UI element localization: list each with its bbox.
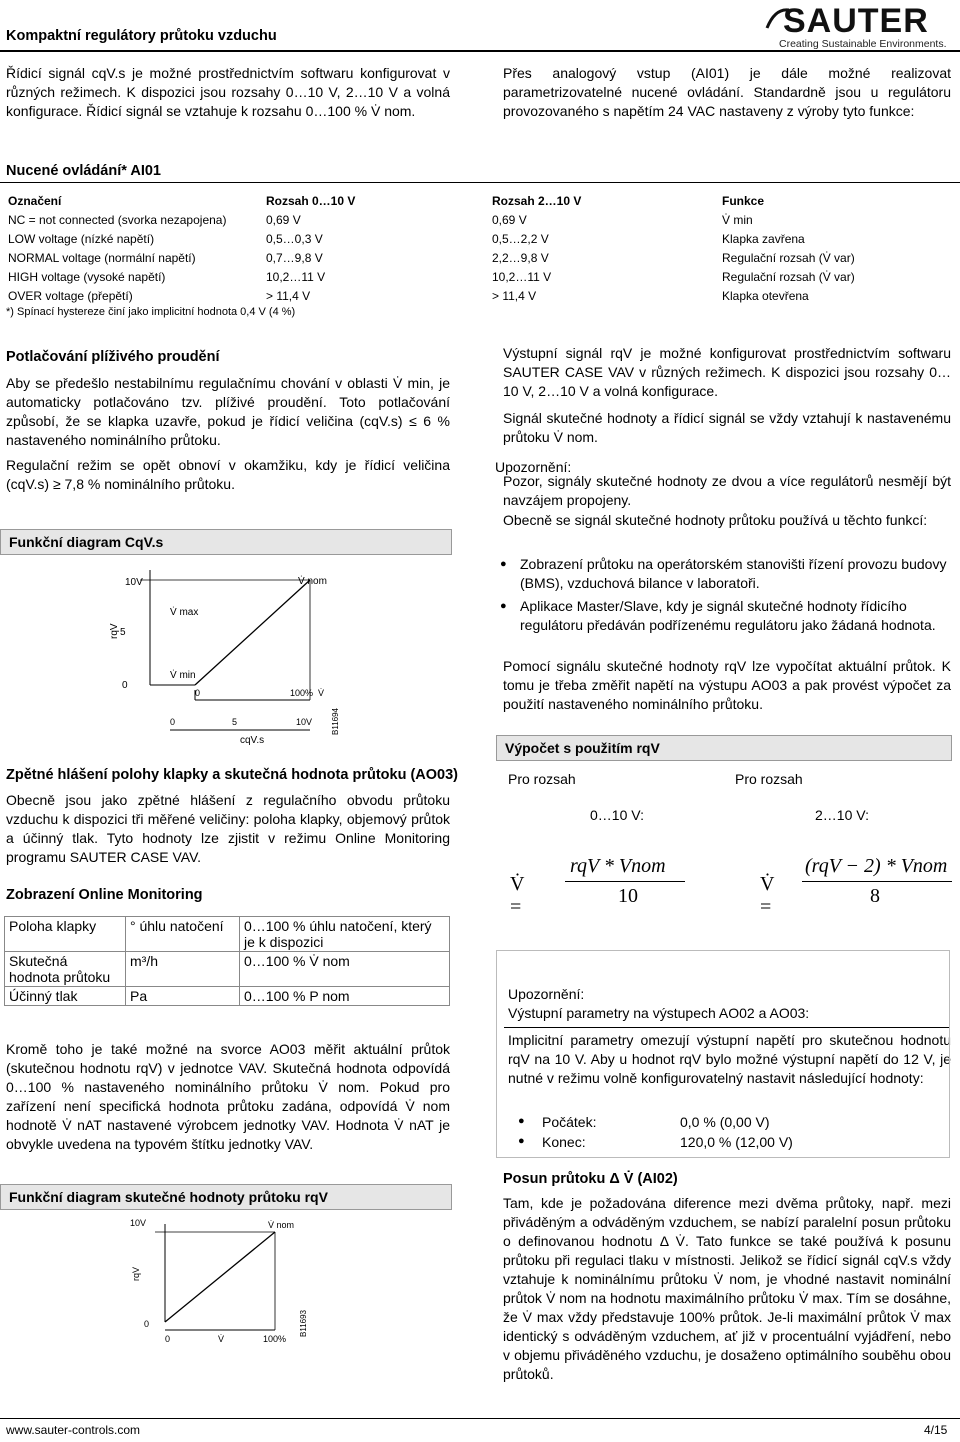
cell: HIGH voltage (vysoké napětí) (8, 269, 166, 284)
header-rule (0, 50, 960, 52)
table-row (4, 210, 924, 229)
item-label: Konec: (542, 1134, 586, 1150)
table-row (4, 229, 924, 248)
item-label: Počátek: (542, 1114, 597, 1130)
cell: 0…100 % úhlu natočení, který je k dispozici (240, 917, 450, 952)
list-item: ● Počátek: 0,0 % (0,00 V) (518, 1114, 770, 1130)
shift-body: Tam, kde je požadována diference mezi dvěma průtoky, např. mezi přiváděným a odváděným vzduchem, se nabízí paralelní posun průtoku o definovanou hodnotu Δ V̇. Tato funkce se také používá k posunu průtoku při regulaci tlaku v místnosti. Jelikož se řídicí signál cqV.s vždy vztahuje k nominálnímu průtoku V̇ nom, je vhodné nastavit nominální průtok V̇ nom na hodnotu maximálního průtoku V̇ max. Tím se dosáhne, že V̇ max vždy představuje 100% průtok. Je-li maximální průtok V̇ max identický s odváděným vzduchem, ať již v procentuální vyjádření, nebo v objemu přiváděného vzduchu, je dosaženo optimálního souběhu obou průtoků. (503, 1195, 951, 1382)
formula-2-den: 8 (870, 885, 880, 907)
x1-tick: 0 (195, 688, 201, 698)
cell: Regulační rozsah (V̇ var) (722, 269, 855, 284)
feedback-heading: Zpětné hlášení polohy klapky a skutečná hodnota průtoku (AO03) (6, 767, 458, 783)
cell: Klapka otevřena (722, 288, 809, 303)
x2-tick: 5 (232, 717, 238, 727)
document-title: Kompaktní regulátory průtoku vzduchu (6, 28, 277, 44)
logo-brand: SAUTER (783, 2, 929, 40)
cell: Skutečná hodnota průtoku (5, 952, 126, 987)
list-item: ● Zobrazení průtoku na operátorském stanovišti řízení provozu budovy (BMS), vzduchová bilance v laboratoři. (520, 555, 950, 593)
page-number: 4/15 (924, 1423, 948, 1437)
cell: 0,69 V (492, 212, 527, 227)
calc-col2-label: Pro rozsah (735, 771, 803, 787)
x-tick: 100% (263, 1334, 287, 1344)
control-line (195, 580, 310, 685)
intro-left: Řídicí signál cqV.s je možné prostřednictvím softwaru konfigurovat v různých režimech. K dispozici jsou rozsahy 0…10 V, 2…10 V a volná konfigurace. Řídicí signál se vztahuje k rozsahu 0…100 % V̇ nom. (6, 65, 450, 119)
creep-p1: Aby se předešlo nestabilnímu regulačnímu chování v oblasti V̇ min, je automaticky potlačováno tzv. plíživé proudění. Toto potlačování způsobí, že se klapka uzavře, pokud je řídicí veličina (cqV.s) ≤ 6 % nastaveného nominálního průtoku. (6, 375, 450, 448)
note-2: Obecně se signál skutečné hodnoty průtoku používá u těchto funkcí: (503, 512, 928, 528)
x1-tick: 100% (290, 688, 314, 698)
calc-col1-label: Pro rozsah (508, 771, 576, 787)
cell: > 11,4 V (492, 288, 537, 303)
annotation-vnom: V̇ nom (268, 1220, 295, 1230)
right-p2: Signál skutečné hodnoty a řídicí signál se vždy vztahují k nastavenému průtoku V̇ nom. (503, 410, 951, 445)
calc-note-text: Výstupní parametry na výstupech AO02 a AO03: (508, 1005, 810, 1021)
sauter-logo (765, 4, 950, 52)
col-header: Funkce (722, 193, 765, 208)
forced-footnote: *) Spínací hystereze činí jako implicitní hodnota 0,4 V (4 %) (6, 306, 296, 318)
cell: Poloha klapky (5, 917, 126, 952)
cell: LOW voltage (nízké napětí) (8, 231, 155, 246)
y-tick: 5 (120, 627, 126, 638)
feedback-p2: Kromě toho je také možné na svorce AO03 měřit aktuální průtok (skutečnou hodnotu rqV) v jednotce VAV. Skutečná hodnota odpovídá 0…100 % nastaveného nominálního průtoku V̇ nom. Pokud pro zařízení není specifická hodnota průtoku zadána, odpovídá V̇ nom hodnotě V̇ nAT nastavené výrobcem jednotky VAV. Hodnota V̇ nAT je obvykle uvedena na typovém štítku jednotky VAV. (6, 1041, 450, 1152)
actual-line (165, 1232, 275, 1322)
cell: NORMAL voltage (normální napětí) (8, 250, 196, 265)
y-label: rqV (131, 1266, 141, 1281)
swoosh-icon (765, 6, 791, 32)
feedback-p1: Obecně jsou jako zpětné hlášení z regulačního obvodu průtoku vzduchu k dispozici tři měřené veličiny: poloha klapky, objemový průtok a účinný tlak. Tyto hodnoty lze zjistit v režimu Online Monitoring programu SAUTER CASE VAV. (6, 792, 450, 865)
formula-1-num: rqV * Vnom (570, 855, 666, 877)
list-item: ● Aplikace Master/Slave, kdy je signál skutečné hodnoty řídicího regulátoru předáván podřízenému regulátoru jako žádaná hodnota. (520, 597, 950, 635)
col-header: Rozsah 0…10 V (266, 193, 356, 208)
calc-heading: Výpočet s použitím rqV (496, 735, 952, 761)
y-tick: 0 (144, 1319, 150, 1329)
x-tick: V̇ (218, 1334, 225, 1344)
calc-note-label: Upozornění: (508, 986, 585, 1002)
item-value: 120,0 % (12,00 V) (680, 1134, 793, 1150)
col-header: Označení (8, 193, 62, 208)
cell: Účinný tlak (5, 987, 126, 1006)
table-row (4, 286, 924, 305)
x2-tick: 10V (296, 717, 313, 727)
calc-col1-range: 0…10 V: (590, 807, 644, 823)
x-tick: 0 (165, 1334, 171, 1344)
intro-right: Přes analogový vstup (AI01) je dále možné realizovat parametrizovatelné nucené ovládání. Standardně jsou u regulátoru provozovaného s napětím 24 VAC nastaveny z výroby tyto funkce: (503, 65, 951, 119)
cell: OVER voltage (přepětí) (8, 288, 133, 303)
creep-heading: Potlačování plíživého proudění (6, 349, 220, 365)
table-row (5, 917, 450, 952)
right-p3: Pomocí signálu skutečné hodnoty rqV lze vypočítat aktuální průtok. K tomu je třeba změřit napětí na výstupu AO03 a pak provést výpočet za použití nastaveného nominálního průtoku. (503, 658, 951, 712)
list-item: ● Konec: 120,0 % (12,00 V) (518, 1134, 793, 1150)
logo-tagline: Creating Sustainable Environments. (779, 38, 947, 50)
cell: Pa (126, 987, 240, 1006)
x2-label: cqV.s (240, 735, 265, 746)
annotation-vnom: V̇ nom (298, 576, 327, 587)
cell: 0,5…0,3 V (266, 231, 323, 246)
diagram1 (100, 560, 360, 750)
note-1: Pozor, signály skutečné hodnoty ze dvou a více regulátorů nesmějí být navzájem propojeny. (503, 473, 951, 508)
function-list (498, 555, 950, 639)
online-table (4, 916, 450, 1006)
cell: 0,7…9,8 V (266, 250, 323, 265)
cell: V̇ min (722, 212, 753, 227)
formula-1-den: 10 (618, 885, 638, 907)
online-heading: Zobrazení Online Monitoring (6, 887, 203, 903)
calc-col2-range: 2…10 V: (815, 807, 869, 823)
x2-tick: 0 (170, 717, 176, 727)
footer-rule (0, 1418, 960, 1419)
x1-tick: V̇ (318, 688, 325, 698)
table-row (4, 267, 924, 286)
item-value: 0,0 % (0,00 V) (680, 1114, 770, 1130)
footer-url[interactable]: www.sauter-controls.com (6, 1423, 141, 1437)
creep-p2: Regulační režim se opět obnoví v okamžiku, kdy je řídicí veličina (cqV.s) ≥ 7,8 % nominálního průtoku. (6, 457, 450, 492)
diagram-code: B11694 (331, 708, 340, 735)
cell: Klapka zavřena (722, 231, 805, 246)
diagram-code: B11693 (299, 1310, 308, 1337)
section-rule (0, 182, 960, 183)
y-tick: 10V (125, 577, 143, 588)
forced-table (4, 191, 924, 305)
cell: Regulační rozsah (V̇ var) (722, 250, 855, 265)
cell: m³/h (126, 952, 240, 987)
cell: 10,2…11 V (492, 269, 552, 284)
diagram2 (120, 1212, 340, 1352)
shift-heading: Posun průtoku Δ V̇ (AI02) (503, 1171, 678, 1187)
forced-heading: Nucené ovládání* AI01 (6, 163, 161, 179)
cell: 0,5…2,2 V (492, 231, 549, 246)
cell: NC = not connected (svorka nezapojena) (8, 212, 227, 227)
annotation-vmin: V̇ min (170, 670, 196, 681)
cell: 10,2…11 V (266, 269, 326, 284)
col-header: Rozsah 2…10 V (492, 193, 582, 208)
table-row (4, 248, 924, 267)
calc-body: Implicitní parametry omezují výstupní napětí pro skutečnou hodnotu rqV na 10 V. Aby u hodnot rqV bylo možné výstupní napětí do 12 V, je nutné v režimu volně konfigurovatelný nastavit následující hodnoty: (508, 1032, 951, 1086)
right-p1: Výstupní signál rqV je možné konfigurovat prostřednictvím softwaru SAUTER CASE VAV v různých režimech. K dispozici jsou rozsahy 0…10 V, 2…10 V a volná konfigurace. (503, 345, 951, 399)
cell: 0…100 % V̇ nom (240, 952, 450, 987)
formula-2-num: (rqV − 2) * Vnom (805, 855, 948, 877)
diagram1-title: Funkční diagram CqV.s (0, 529, 452, 555)
annotation-vmax: V̇ max (170, 607, 199, 618)
cell: 2,2…9,8 V (492, 250, 549, 265)
table-row (5, 952, 450, 987)
calc-box (496, 950, 950, 1158)
diagram2-title: Funkční diagram skutečné hodnoty průtoku rqV (0, 1184, 452, 1210)
y-label: rqV (109, 623, 120, 639)
y-tick: 0 (122, 680, 128, 691)
cell: 0…100 % P nom (240, 987, 450, 1006)
cell: ° úhlu natočení (126, 917, 240, 952)
note-label: Upozornění: (495, 459, 572, 475)
cell: > 11,4 V (266, 288, 311, 303)
cell: 0,69 V (266, 212, 301, 227)
y-tick: 10V (130, 1218, 147, 1228)
table-row (5, 987, 450, 1006)
forced-header-row (4, 191, 924, 210)
